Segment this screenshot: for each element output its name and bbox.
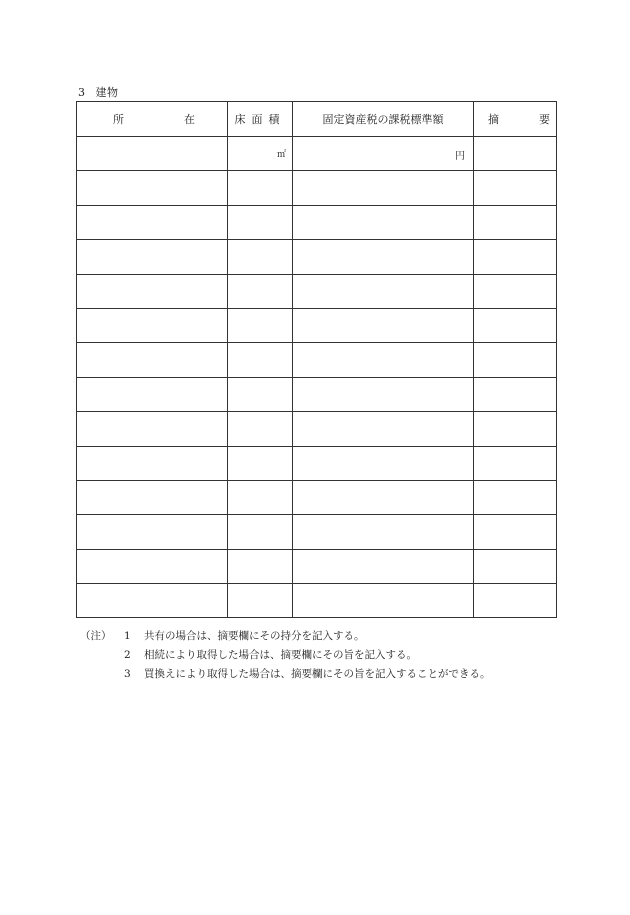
header-tax-base: 固定資産税の課税標準額 (293, 102, 474, 137)
floor-area-cell[interactable] (228, 480, 293, 514)
section-number: 3 (78, 86, 86, 99)
location-cell[interactable] (77, 343, 228, 377)
tax-base-cell[interactable] (293, 240, 474, 274)
location-cell[interactable] (77, 515, 228, 549)
table-row (77, 240, 557, 274)
tax-base-cell[interactable] (293, 446, 474, 480)
location-cell[interactable] (77, 274, 228, 308)
table-row (77, 515, 557, 549)
location-cell[interactable] (77, 549, 228, 583)
remarks-cell[interactable] (474, 171, 557, 205)
remarks-cell[interactable] (474, 584, 557, 618)
location-cell[interactable] (77, 205, 228, 239)
tax-base-cell[interactable] (293, 412, 474, 446)
location-cell[interactable] (77, 171, 228, 205)
yen-unit: 円 (455, 151, 465, 162)
remarks-cell[interactable] (474, 377, 557, 411)
location-cell[interactable] (77, 377, 228, 411)
remarks-cell[interactable] (474, 240, 557, 274)
tax-base-cell[interactable] (293, 480, 474, 514)
table-row (77, 549, 557, 583)
floor-area-cell[interactable] (228, 171, 293, 205)
location-cell[interactable] (77, 137, 228, 171)
floor-area-cell[interactable] (228, 549, 293, 583)
remarks-cell[interactable] (474, 549, 557, 583)
notes-lead: （注） (80, 630, 112, 642)
tax-base-cell[interactable] (293, 584, 474, 618)
note-item: （注） 1 共有の場合は、摘要欄にその持分を記入する。 (80, 627, 491, 646)
remarks-cell[interactable] (474, 446, 557, 480)
floor-area-cell[interactable] (228, 137, 293, 171)
header-row (77, 102, 557, 137)
floor-area-cell[interactable] (228, 412, 293, 446)
location-cell[interactable] (77, 584, 228, 618)
table-row (77, 137, 557, 171)
table-row (77, 584, 557, 618)
note-text: 共有の場合は、摘要欄にその持分を記入する。 (144, 630, 365, 642)
table-row (77, 343, 557, 377)
remarks-cell[interactable] (474, 274, 557, 308)
table-row (77, 480, 557, 514)
remarks-cell[interactable] (474, 308, 557, 342)
table-row (77, 412, 557, 446)
table-row (77, 446, 557, 480)
floor-area-cell[interactable] (228, 343, 293, 377)
floor-area-cell[interactable] (228, 446, 293, 480)
section-heading: 建物 (95, 86, 119, 99)
table-row (77, 308, 557, 342)
tax-base-cell[interactable] (293, 137, 474, 171)
remarks-cell[interactable] (474, 205, 557, 239)
floor-area-cell[interactable] (228, 308, 293, 342)
header-location: 所 在 (77, 102, 228, 137)
building-table (76, 101, 557, 618)
notes (80, 627, 491, 684)
floor-area-cell[interactable] (228, 515, 293, 549)
tax-base-cell[interactable] (293, 308, 474, 342)
remarks-cell[interactable] (474, 515, 557, 549)
remarks-cell[interactable] (474, 412, 557, 446)
table-row (77, 171, 557, 205)
floor-area-cell[interactable] (228, 377, 293, 411)
area-unit: ㎡ (276, 150, 286, 160)
floor-area-cell[interactable] (228, 205, 293, 239)
tax-base-cell[interactable] (293, 274, 474, 308)
tax-base-cell[interactable] (293, 515, 474, 549)
tax-base-cell[interactable] (293, 377, 474, 411)
floor-area-cell[interactable] (228, 240, 293, 274)
header-floor-area: 床面積 (228, 102, 293, 137)
section-title (78, 84, 119, 100)
note-item: 3 買換えにより取得した場合は、摘要欄にその旨を記入することができる。 (80, 665, 491, 684)
floor-area-cell[interactable] (228, 274, 293, 308)
note-item: 2 相続により取得した場合は、摘要欄にその旨を記入する。 (80, 646, 491, 665)
tax-base-cell[interactable] (293, 205, 474, 239)
location-cell[interactable] (77, 412, 228, 446)
location-cell[interactable] (77, 446, 228, 480)
floor-area-cell[interactable] (228, 584, 293, 618)
table-row (77, 377, 557, 411)
note-text: 相続により取得した場合は、摘要欄にその旨を記入する。 (144, 649, 417, 661)
location-cell[interactable] (77, 240, 228, 274)
tax-base-cell[interactable] (293, 171, 474, 205)
remarks-cell[interactable] (474, 343, 557, 377)
tax-base-cell[interactable] (293, 343, 474, 377)
header-remarks: 摘 要 (474, 102, 557, 137)
remarks-cell[interactable] (474, 480, 557, 514)
location-cell[interactable] (77, 480, 228, 514)
remarks-cell[interactable] (474, 137, 557, 171)
note-text: 買換えにより取得した場合は、摘要欄にその旨を記入することができる。 (144, 668, 491, 680)
table-row (77, 205, 557, 239)
location-cell[interactable] (77, 308, 228, 342)
table-row (77, 274, 557, 308)
tax-base-cell[interactable] (293, 549, 474, 583)
